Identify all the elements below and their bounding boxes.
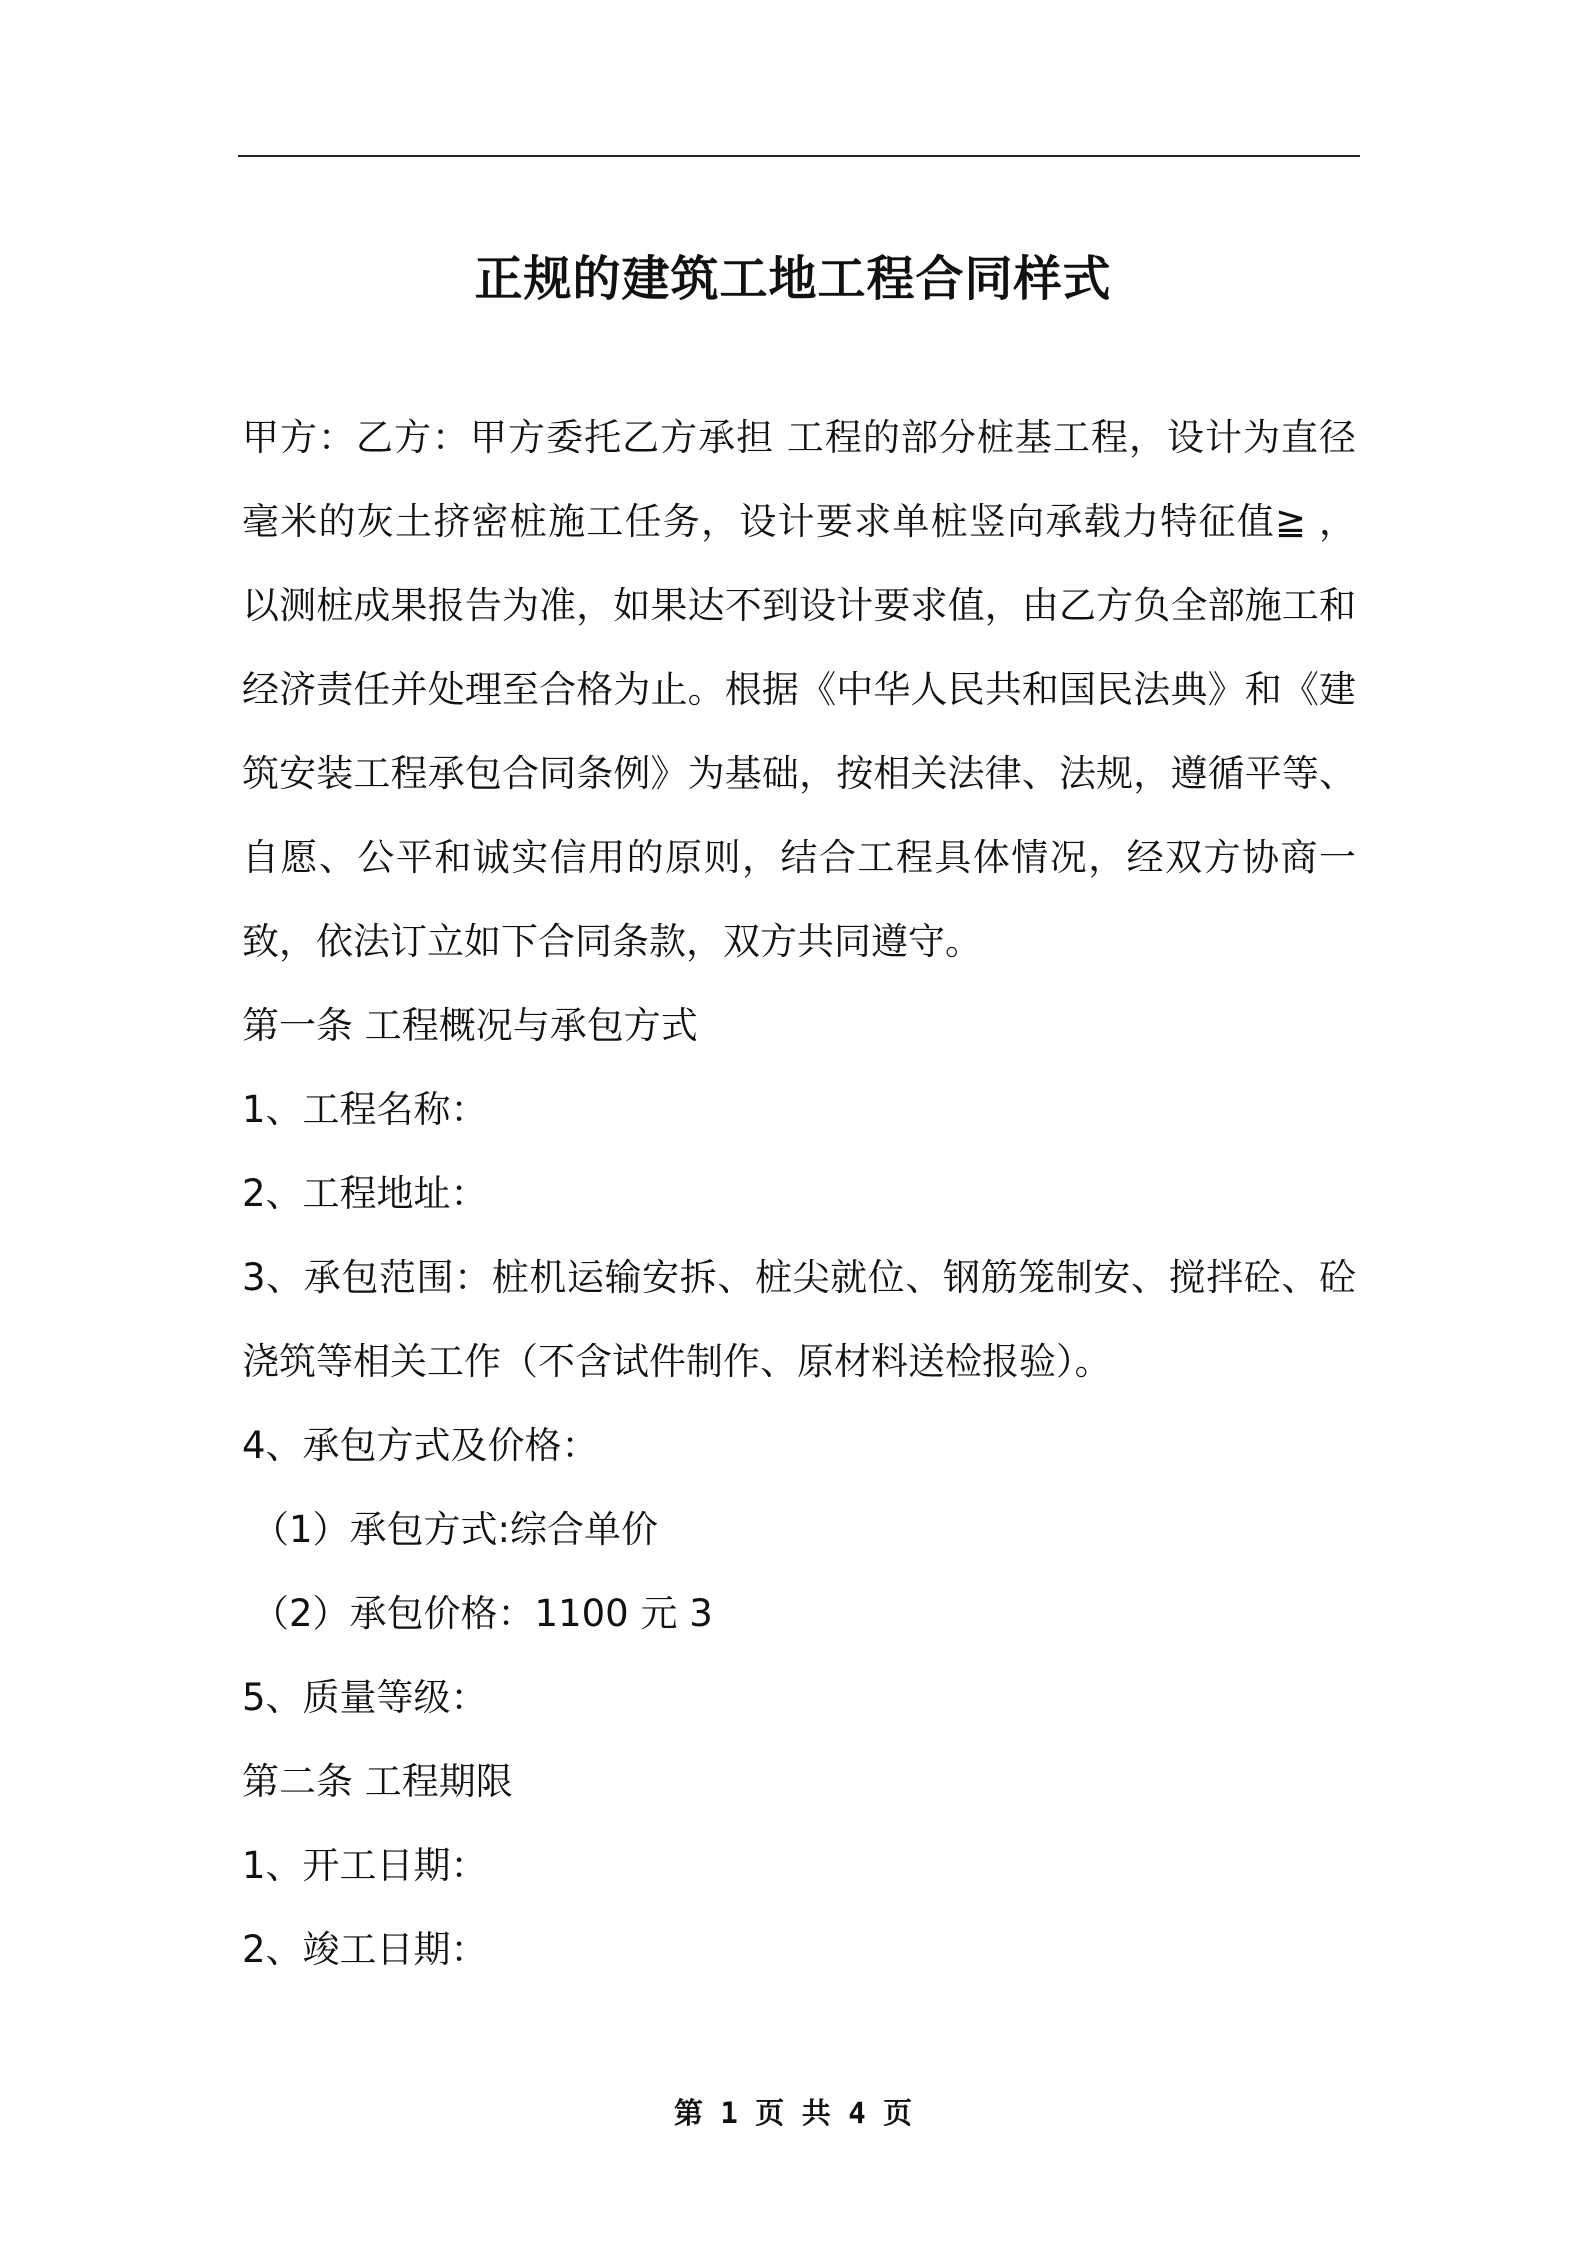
contract-price-line: （2）承包价格：1100 元 3	[252, 1592, 713, 1635]
header-rule	[238, 155, 1360, 157]
article-2-heading: 第二条 工程期限	[242, 1760, 513, 1803]
page-number-footer: 第 1 页 共 4 页	[673, 2096, 913, 2130]
project-address-line: 2、工程地址：	[242, 1172, 488, 1215]
project-name-line: 1、工程名称：	[242, 1088, 488, 1131]
scope-line: 3、承包范围：桩机运输安拆、桩尖就位、钢筋笼制安、搅拌砼、砼浇筑等相关工作（不含试件制作、原材料送检报验）。	[242, 1256, 1356, 1383]
quality-grade-line: 5、质量等级：	[242, 1676, 488, 1719]
contract-method-line: 4、承包方式及价格：	[242, 1424, 599, 1467]
document-body	[242, 396, 1356, 1992]
start-date-line: 1、开工日期：	[242, 1844, 488, 1887]
completion-date-line: 2、竣工日期：	[242, 1928, 488, 1971]
document-title: 正规的建筑工地工程合同样式	[474, 251, 1112, 308]
article-1-heading: 第一条 工程概况与承包方式	[242, 1004, 698, 1047]
intro-paragraph: 甲方：乙方：甲方委托乙方承担 工程的部分桩基工程，设计为直径 毫米的灰土挤密桩施工任务，设计要求单桩竖向承载力特征值≧ ，以测桩成果报告为准，如果达不到设计要求值，由乙方负全部施工和经济责任并处理至合格为止。根据《中华人民共和国民法典》和《建筑安装工程承包合同条例》为基础，按相关法律、法规，遵循平等、自愿、公平和诚实信用的原则，结合工程具体情况，经双方协商一致，依法订立如下合同条款，双方共同遵守。	[242, 416, 1356, 963]
contract-mode-line: （1）承包方式:综合单价	[252, 1508, 659, 1551]
